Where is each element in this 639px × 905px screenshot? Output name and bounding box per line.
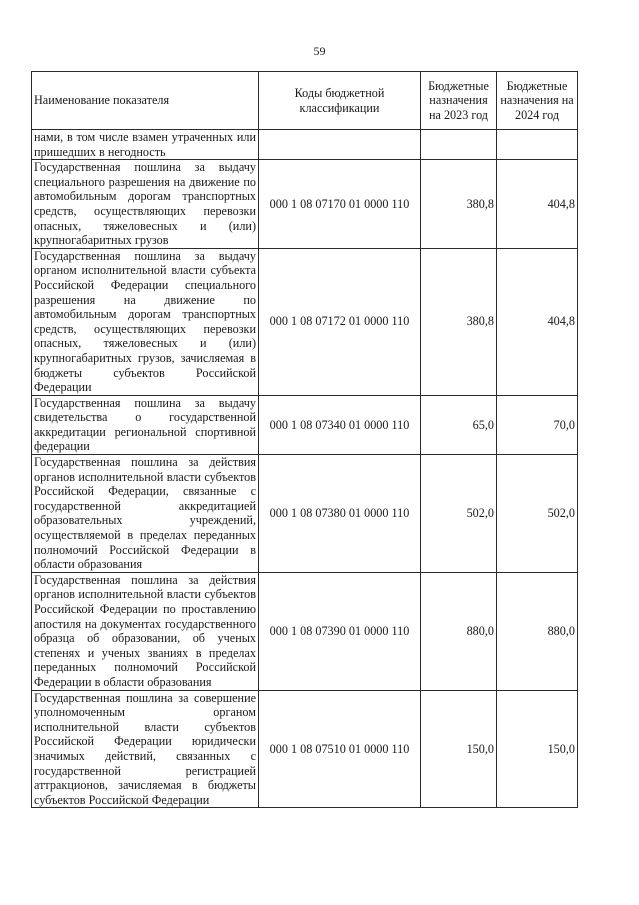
row-code: 000 1 08 07170 01 0000 110	[259, 160, 421, 249]
row-value-2023: 150,0	[421, 690, 497, 808]
table-row	[32, 130, 578, 160]
row-name: Государственная пошлина за действия органов исполнительной власти субъектов Российской Федерации по проставлению апостиля на документах государственного образца об образовании, об ученых степенях и ученых званиях в пределах переданных полномочий Российской Федерации в области образования	[32, 572, 259, 690]
row-value-2024: 880,0	[497, 572, 578, 690]
row-value-2023	[421, 130, 497, 160]
row-value-2023: 880,0	[421, 572, 497, 690]
table-row	[32, 455, 578, 573]
row-code: 000 1 08 07510 01 0000 110	[259, 690, 421, 808]
header-indicator-name: Наименование показателя	[32, 72, 259, 130]
table-header-row	[32, 72, 578, 130]
table-row	[32, 572, 578, 690]
row-value-2024: 404,8	[497, 160, 578, 249]
table-row	[32, 160, 578, 249]
row-name: Государственная пошлина за выдачу свидетельства о государственной аккредитации региональной спортивной федерации	[32, 395, 259, 454]
table-row	[32, 690, 578, 808]
budget-table	[31, 71, 578, 808]
table-row	[32, 395, 578, 454]
header-budget-code: Коды бюджетной классификации	[259, 72, 421, 130]
row-value-2024: 70,0	[497, 395, 578, 454]
row-name: Государственная пошлина за выдачу органом исполнительной власти субъекта Российской Федерации специального разрешения на движение по автомобильным дорогам транспортных средств, осуществляющих перевозки опасных, тяжеловесных и (или) крупногабаритных грузов, зачисляемая в бюджеты субъектов Российской Федерации	[32, 248, 259, 395]
row-value-2023: 65,0	[421, 395, 497, 454]
row-code: 000 1 08 07390 01 0000 110	[259, 572, 421, 690]
row-value-2024: 150,0	[497, 690, 578, 808]
row-code: 000 1 08 07340 01 0000 110	[259, 395, 421, 454]
header-assignments-2023: Бюджетные назначения на 2023 год	[421, 72, 497, 130]
row-name: нами, в том числе взамен утраченных или пришедших в негодность	[32, 130, 259, 160]
row-name: Государственная пошлина за совершение уполномоченным органом исполнительной власти субъектов Российской Федерации юридически значимых действий, связанных с государственной регистрацией аттракционов, зачисляемая в бюджеты субъектов Российской Федерации	[32, 690, 259, 808]
row-name: Государственная пошлина за действия органов исполнительной власти субъектов Российской Федерации, связанные с государственной аккредитацией образовательных учреждений, осуществляемой в пределах переданных полномочий Российской Федерации в области образования	[32, 455, 259, 573]
row-code: 000 1 08 07172 01 0000 110	[259, 248, 421, 395]
table-row	[32, 248, 578, 395]
row-name: Государственная пошлина за выдачу специального разрешения на движение по автомобильным дорогам транспортных средств, осуществляющих перевозки опасных, тяжеловесных и (или) крупногабаритных грузов	[32, 160, 259, 249]
page-number: 59	[313, 44, 326, 58]
row-value-2023: 380,8	[421, 248, 497, 395]
row-value-2024: 502,0	[497, 455, 578, 573]
row-value-2024: 404,8	[497, 248, 578, 395]
row-value-2023: 502,0	[421, 455, 497, 573]
row-code	[259, 130, 421, 160]
row-code: 000 1 08 07380 01 0000 110	[259, 455, 421, 573]
row-value-2024	[497, 130, 578, 160]
header-assignments-2024: Бюджетные назначения на 2024 год	[497, 72, 578, 130]
row-value-2023: 380,8	[421, 160, 497, 249]
